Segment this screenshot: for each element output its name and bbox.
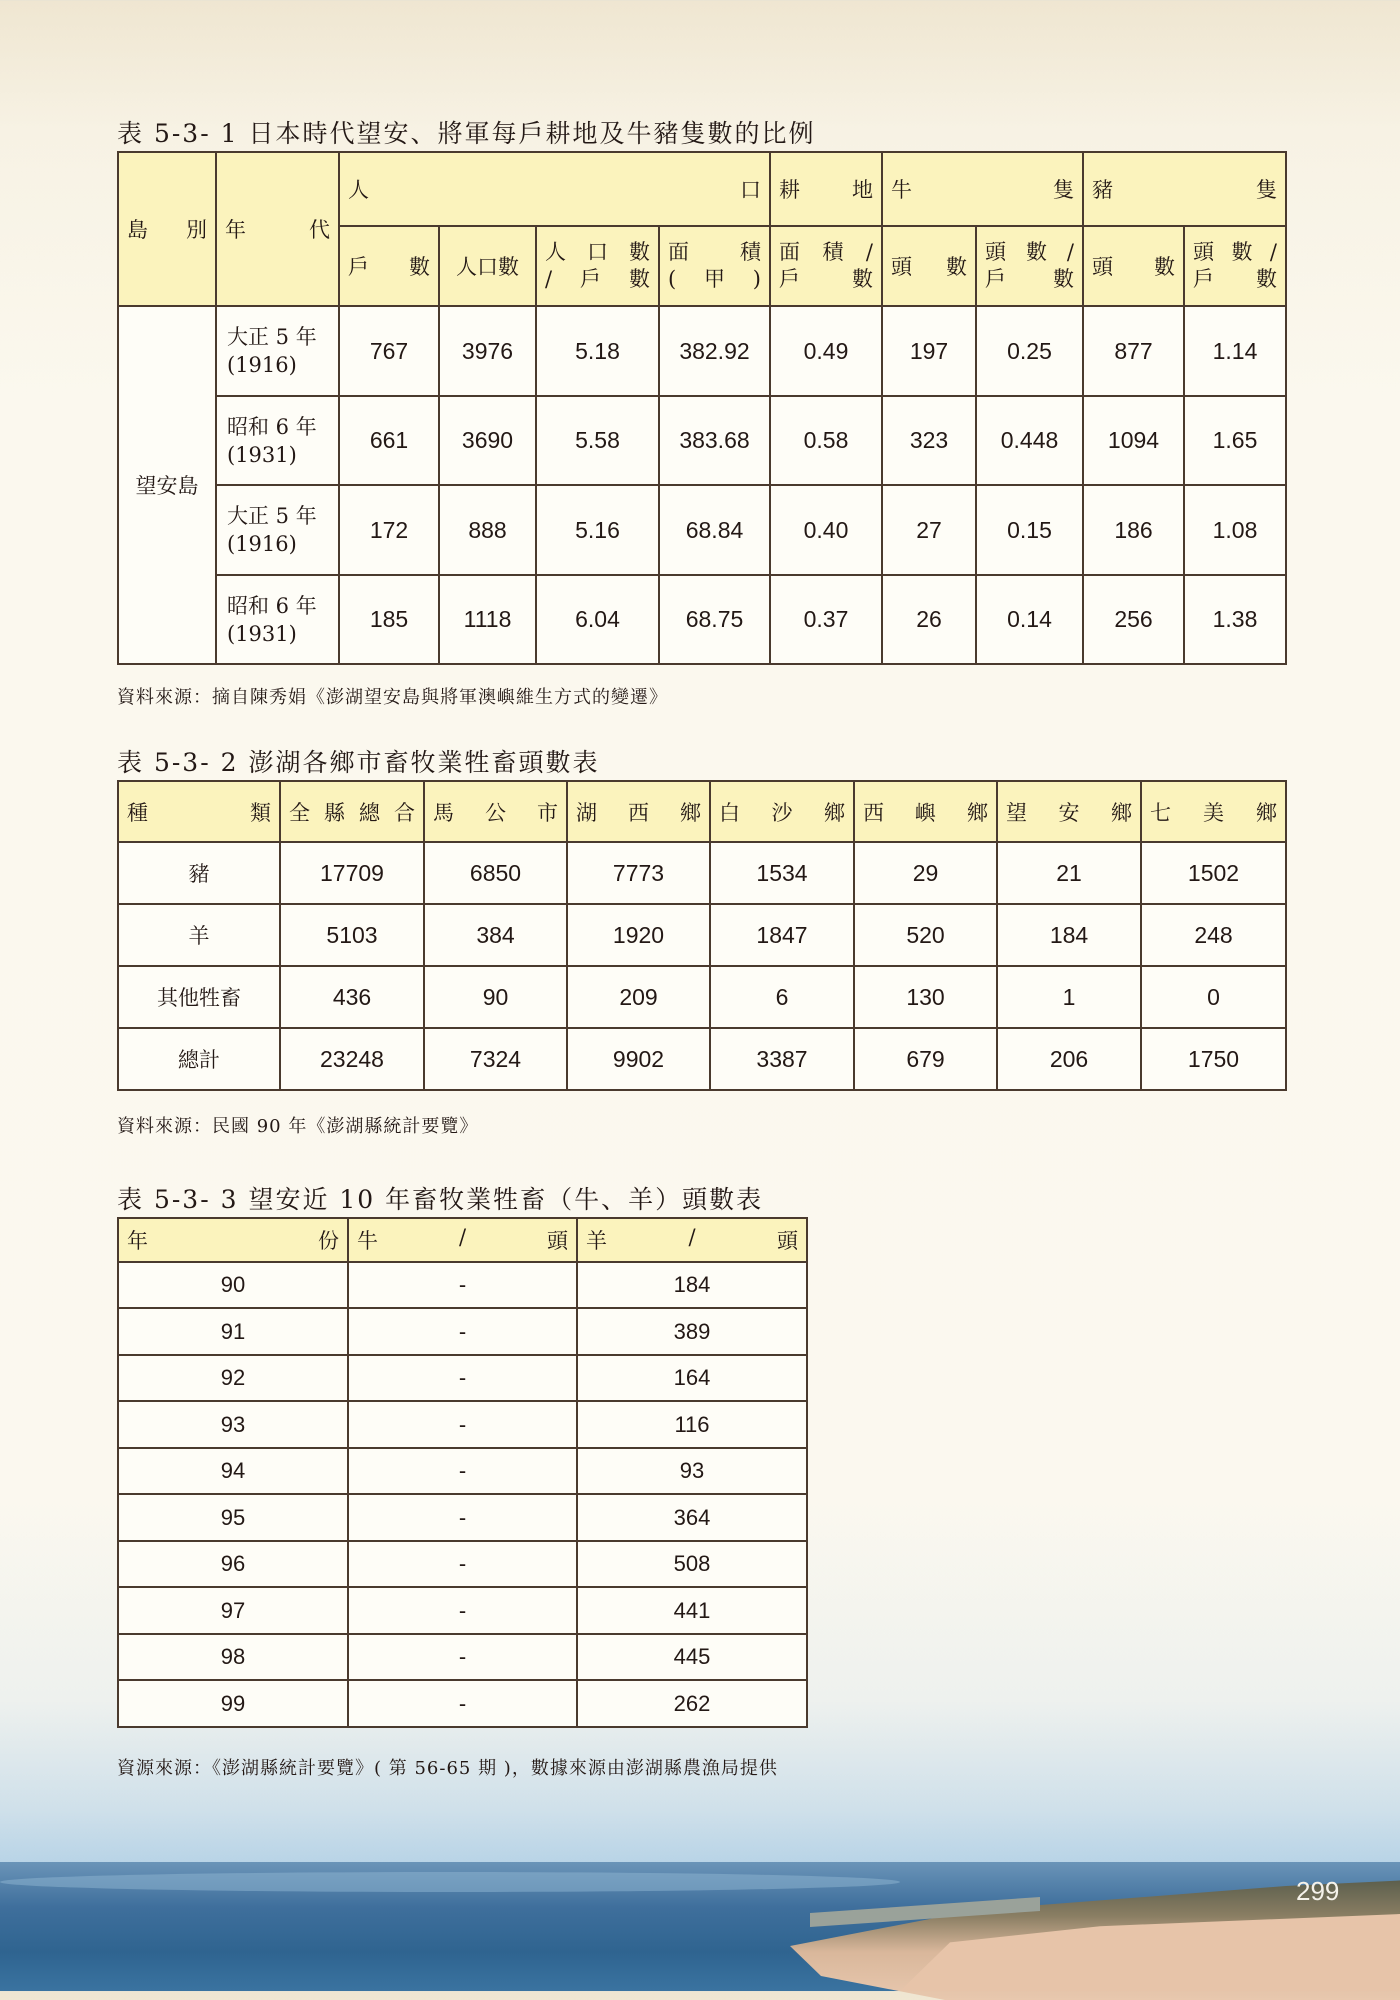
table-row — [118, 575, 1286, 664]
table-cell: 0.40 — [770, 485, 882, 575]
table-cell: 93 — [118, 1401, 348, 1448]
table-row — [118, 1308, 807, 1355]
table-cell: 248 — [1141, 904, 1286, 966]
header-year: 年 代 — [216, 152, 339, 306]
table-cell: 116 — [577, 1401, 807, 1448]
table-cell: 94 — [118, 1448, 348, 1494]
table-cell: 323 — [882, 396, 976, 485]
header-population-count: 人口數 — [439, 226, 536, 306]
header-cattle: 牛 / 頭 — [348, 1218, 577, 1262]
table-cell: 661 — [339, 396, 439, 485]
table3 — [117, 1217, 808, 1728]
table-cell: 97 — [118, 1587, 348, 1634]
table-cell: 3387 — [710, 1028, 854, 1090]
table-cell: 206 — [997, 1028, 1141, 1090]
table-cell: 29 — [854, 842, 997, 904]
table-cell: 95 — [118, 1494, 348, 1541]
table-cell: 436 — [280, 966, 424, 1028]
era-cell: 昭和 6 年 (1931) — [216, 396, 339, 485]
header-island: 島 別 — [118, 152, 216, 306]
table-cell: 209 — [567, 966, 710, 1028]
table-cell: 172 — [339, 485, 439, 575]
table-cell: 767 — [339, 306, 439, 396]
table-cell: 384 — [424, 904, 567, 966]
table-cell: - — [348, 1308, 577, 1355]
table-cell: 98 — [118, 1634, 348, 1680]
table-cell: 1.38 — [1184, 575, 1286, 664]
table-cell: 3690 — [439, 396, 536, 485]
table-row — [118, 1401, 807, 1448]
table-cell: - — [348, 1634, 577, 1680]
header-category: 種 類 — [118, 781, 280, 842]
table-cell: 877 — [1083, 306, 1184, 396]
table-cell: 197 — [882, 306, 976, 396]
row-label: 羊 — [118, 904, 280, 966]
header-area: 面 積 ( 甲 ) — [659, 226, 770, 306]
table-cell: 445 — [577, 1634, 807, 1680]
table-row — [118, 1262, 807, 1308]
table-row — [118, 1587, 807, 1634]
table-row — [118, 1355, 807, 1401]
header-magong: 馬 公 市 — [424, 781, 567, 842]
table-cell: 364 — [577, 1494, 807, 1541]
table-cell: 0.448 — [976, 396, 1083, 485]
table-cell: 164 — [577, 1355, 807, 1401]
header-xiyu: 西 嶼 鄉 — [854, 781, 997, 842]
sea-highlight — [0, 1872, 900, 1892]
table-row — [118, 842, 1286, 904]
table-row — [118, 1028, 1286, 1090]
table-cell: 90 — [118, 1262, 348, 1308]
table-row — [118, 1680, 807, 1727]
table-row — [118, 396, 1286, 485]
table-cell: 0.14 — [976, 575, 1083, 664]
table-cell: 5103 — [280, 904, 424, 966]
table-row — [118, 966, 1286, 1028]
table-cell: 9902 — [567, 1028, 710, 1090]
table-cell: 185 — [339, 575, 439, 664]
table-cell: 1094 — [1083, 396, 1184, 485]
table-cell: 1920 — [567, 904, 710, 966]
table-cell: 26 — [882, 575, 976, 664]
table-cell: 1847 — [710, 904, 854, 966]
table-cell: - — [348, 1494, 577, 1541]
table-cell: 5.16 — [536, 485, 659, 575]
table-cell: 93 — [577, 1448, 807, 1494]
table-cell: 679 — [854, 1028, 997, 1090]
table2-source: 資料來源：民國 90 年《澎湖縣統計要覽》 — [117, 1116, 479, 1137]
table-cell: 90 — [424, 966, 567, 1028]
era-cell: 大正 5 年 (1916) — [216, 485, 339, 575]
table-row — [118, 1448, 807, 1494]
row-label: 總計 — [118, 1028, 280, 1090]
table-row — [118, 1494, 807, 1541]
table-cell: 888 — [439, 485, 536, 575]
table3-caption: 表 5-3- 3 望安近 10 年畜牧業牲畜（牛、羊）頭數表 — [117, 1185, 764, 1214]
table-cell: 1502 — [1141, 842, 1286, 904]
header-per-household: 人 口 數 / 戶 數 — [536, 226, 659, 306]
table-cell: 0.15 — [976, 485, 1083, 575]
table-cell: 1534 — [710, 842, 854, 904]
table-cell: 21 — [997, 842, 1141, 904]
table-cell: 1750 — [1141, 1028, 1286, 1090]
island-name-cell: 望安島 — [118, 306, 216, 664]
table-cell: - — [348, 1587, 577, 1634]
table-cell: 1.14 — [1184, 306, 1286, 396]
header-pigs: 豬 隻 — [1083, 152, 1286, 226]
table-cell: 256 — [1083, 575, 1184, 664]
table-cell: 130 — [854, 966, 997, 1028]
table-cell: 184 — [997, 904, 1141, 966]
table-cell: 6.04 — [536, 575, 659, 664]
page-number: 299 — [1296, 1876, 1340, 1906]
table-cell: 7324 — [424, 1028, 567, 1090]
header-county-total: 全 縣 總 合 — [280, 781, 424, 842]
table-cell: - — [348, 1355, 577, 1401]
table-cell: 1 — [997, 966, 1141, 1028]
table-cell: 0.25 — [976, 306, 1083, 396]
table-row — [118, 904, 1286, 966]
table-row — [118, 306, 1286, 396]
table1 — [117, 151, 1287, 665]
table-cell: 184 — [577, 1262, 807, 1308]
table-row — [118, 1541, 807, 1587]
table3-source: 資源來源：《澎湖縣統計要覽》( 第 56-65 期 )，數據來源由澎湖縣農漁局提供 — [117, 1758, 778, 1779]
header-cattle-per-household: 頭 數 / 戶 數 — [976, 226, 1083, 306]
header-huxi: 湖 西 鄉 — [567, 781, 710, 842]
table-cell: 382.92 — [659, 306, 770, 396]
header-pig-head: 頭 數 — [1083, 226, 1184, 306]
header-baisha: 白 沙 鄉 — [710, 781, 854, 842]
table-cell: - — [348, 1262, 577, 1308]
table1-source: 資料來源：摘自陳秀娟《澎湖望安島與將軍澳嶼維生方式的變遷》 — [117, 687, 668, 708]
header-farmland: 耕 地 — [770, 152, 882, 226]
era-cell: 昭和 6 年 (1931) — [216, 575, 339, 664]
table-cell: 99 — [118, 1680, 348, 1727]
header-pig-per-household: 頭 數 / 戶 數 — [1184, 226, 1286, 306]
table-cell: - — [348, 1448, 577, 1494]
table1-caption: 表 5-3- 1 日本時代望安、將軍每戶耕地及牛豬隻數的比例 — [117, 119, 816, 148]
table-cell: 68.75 — [659, 575, 770, 664]
header-cattle-head: 頭 數 — [882, 226, 976, 306]
table-cell: 91 — [118, 1308, 348, 1355]
header-sheep: 羊 / 頭 — [577, 1218, 807, 1262]
table-cell: 262 — [577, 1680, 807, 1727]
table-cell: 0.58 — [770, 396, 882, 485]
table-cell: - — [348, 1541, 577, 1587]
table-cell: 186 — [1083, 485, 1184, 575]
table-cell: 6850 — [424, 842, 567, 904]
table-cell: 5.18 — [536, 306, 659, 396]
table-cell: 5.58 — [536, 396, 659, 485]
table-cell: 1.08 — [1184, 485, 1286, 575]
header-qimei: 七 美 鄉 — [1141, 781, 1286, 842]
table-cell: 27 — [882, 485, 976, 575]
table-cell: 0.37 — [770, 575, 882, 664]
header-households: 戶 數 — [339, 226, 439, 306]
header-cattle: 牛 隻 — [882, 152, 1083, 226]
table-cell: 0 — [1141, 966, 1286, 1028]
table-cell: 92 — [118, 1355, 348, 1401]
table-cell: - — [348, 1401, 577, 1448]
table-cell: 0.49 — [770, 306, 882, 396]
table-row — [118, 1634, 807, 1680]
row-label: 其他牲畜 — [118, 966, 280, 1028]
table-cell: 389 — [577, 1308, 807, 1355]
header-area-per-household: 面 積 / 戶 數 — [770, 226, 882, 306]
row-label: 豬 — [118, 842, 280, 904]
table-cell: 3976 — [439, 306, 536, 396]
table-cell: 7773 — [567, 842, 710, 904]
table2-caption: 表 5-3- 2 澎湖各鄉市畜牧業牲畜頭數表 — [117, 748, 600, 777]
table-cell: 68.84 — [659, 485, 770, 575]
header-wangan: 望 安 鄉 — [997, 781, 1141, 842]
table-row — [118, 485, 1286, 575]
table-cell: 96 — [118, 1541, 348, 1587]
table-cell: 1.65 — [1184, 396, 1286, 485]
table-cell: 383.68 — [659, 396, 770, 485]
table-cell: 520 — [854, 904, 997, 966]
table-cell: 23248 — [280, 1028, 424, 1090]
header-year: 年 份 — [118, 1218, 348, 1262]
table-cell: - — [348, 1680, 577, 1727]
table-cell: 508 — [577, 1541, 807, 1587]
table-cell: 1118 — [439, 575, 536, 664]
era-cell: 大正 5 年 (1916) — [216, 306, 339, 396]
table-cell: 6 — [710, 966, 854, 1028]
table-cell: 17709 — [280, 842, 424, 904]
header-population: 人 口 — [339, 152, 770, 226]
table-cell: 441 — [577, 1587, 807, 1634]
table2 — [117, 780, 1287, 1091]
